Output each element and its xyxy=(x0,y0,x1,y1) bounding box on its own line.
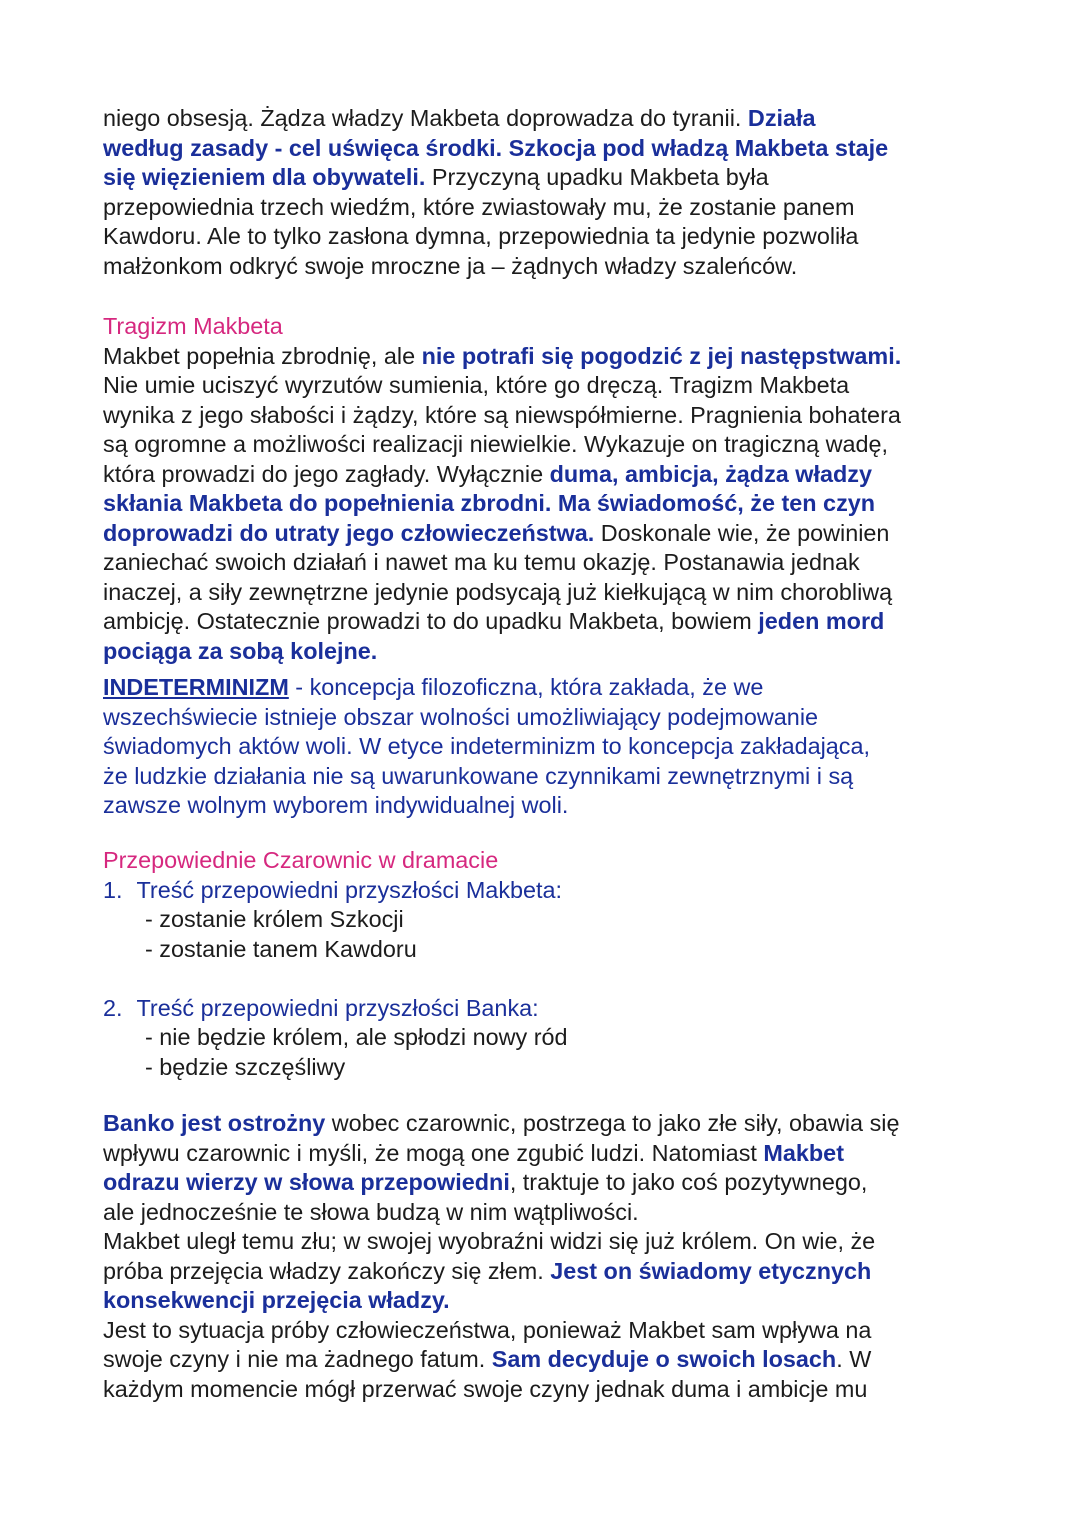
outro-paragraph xyxy=(103,1109,1003,1404)
text-run: Makbet popełnia zbrodnię, ale xyxy=(103,342,422,369)
text-run: która prowadzi do jego zagłady. Wyłącznie xyxy=(103,460,550,487)
text-run: próba przejęcia władzy zakończy się złem. xyxy=(103,1257,551,1284)
przepowiednie-section xyxy=(103,846,1003,1082)
emphasis-text: się więzieniem dla obywateli. xyxy=(103,164,426,190)
text-line: każdym momencie mógł przerwać swoje czyny jednak duma i ambicje mu xyxy=(103,1375,868,1402)
emphasis-text: duma, ambicja, żądza władzy xyxy=(549,460,872,487)
spacer xyxy=(103,964,1003,994)
text-line: inaczej, a siły zewnętrzne jedynie podsycają już kiełkującą w nim chorobliwą xyxy=(103,578,893,605)
list-subitem: - będzie szczęśliwy xyxy=(145,1053,346,1080)
emphasis-text: Działa xyxy=(747,105,816,131)
text-run: niego obsesją. Żądza władzy Makbeta doprowadza do tyranii. xyxy=(103,105,748,131)
text-line xyxy=(103,673,1003,703)
text-line: małżonkom odkryć swoje mroczne ja – żądnych władzy szaleńców. xyxy=(103,252,798,279)
text-line xyxy=(103,519,1003,549)
text-run: wobec czarownic, postrzega to jako złe siły, obawia się xyxy=(325,1110,900,1136)
emphasis-text: nie potrafi się pogodzić z jej następstwami. xyxy=(421,342,902,369)
text-run: Przyczyną upadku Makbeta była xyxy=(425,164,769,190)
text-line: ale jednocześnie te słowa budzą w nim wątpliwości. xyxy=(103,1198,639,1225)
emphasis-text: odrazu wierzy w słowa przepowiedni xyxy=(103,1169,510,1195)
emphasis-text: Banko jest ostrożny xyxy=(103,1110,326,1136)
emphasis-text: Makbet xyxy=(763,1139,844,1166)
text-line xyxy=(103,607,1003,637)
tragizm-section xyxy=(103,312,1003,666)
list-number: 2. xyxy=(103,994,123,1021)
text-line xyxy=(103,342,1003,372)
list-number: 1. xyxy=(103,876,123,903)
definition-text: - koncepcja filozoficzna, która zakłada, że we xyxy=(288,674,764,700)
text-line xyxy=(103,163,1003,193)
emphasis-text: Jest on świadomy etycznych xyxy=(550,1257,872,1284)
definition-line: świadomych aktów woli. W etyce indeterminizm to koncepcja zakładająca, xyxy=(103,733,871,759)
text-line xyxy=(103,1139,1003,1169)
list-item xyxy=(103,876,1003,906)
text-line xyxy=(103,460,1003,490)
list-item-title: Treść przepowiedni przyszłości Banka: xyxy=(136,994,539,1021)
text-line: Makbet uległ temu złu; w swojej wyobraźni widzi się już królem. On wie, że xyxy=(103,1228,876,1254)
text-line: wynika z jego słabości i żądzy, które są niewspółmierne. Pragnienia bohatera xyxy=(103,401,901,428)
text-run: Doskonale wie, że powinien xyxy=(594,519,890,546)
defined-term: INDETERMINIZM xyxy=(103,674,289,700)
text-run: swoje czyny i nie ma żadnego fatum. xyxy=(103,1346,492,1372)
text-line: Nie umie uciszyć wyrzutów sumienia, które go dręczą. Tragizm Makbeta xyxy=(103,372,850,398)
list-item-title: Treść przepowiedni przyszłości Makbeta: xyxy=(136,876,563,903)
indeterminizm-definition xyxy=(103,673,1003,821)
definition-line: wszechświecie istnieje obszar wolności umożliwiający podejmowanie xyxy=(103,703,819,730)
intro-paragraph xyxy=(103,104,1003,281)
text-run: , traktuje to jako coś pozytywnego, xyxy=(509,1169,868,1195)
text-line: są ogromne a możliwości realizacji niewielkie. Wykazuje on tragiczną wadę, xyxy=(103,431,889,457)
list-subitem: - zostanie królem Szkocji xyxy=(145,906,404,932)
list-item xyxy=(103,994,1003,1024)
text-line: Kawdoru. Ale to tylko zasłona dymna, przepowiednia ta jedynie pozwoliła xyxy=(103,223,859,249)
text-line: przepowiednia trzech wiedźm, które zwiastowały mu, że zostanie panem xyxy=(103,193,855,220)
text-line xyxy=(103,1168,1003,1198)
definition-line: że ludzkie działania nie są uwarunkowane czynnikami zewnętrznymi i są xyxy=(103,762,854,789)
text-run: ambicję. Ostatecznie prowadzi to do upadku Makbeta, bowiem xyxy=(103,608,759,634)
section-heading: Przepowiednie Czarownic w dramacie xyxy=(103,847,499,873)
definition-line: zawsze wolnym wyborem indywidualnej woli. xyxy=(103,792,569,818)
emphasis-text: doprowadzi do utraty jego człowieczeństwa. xyxy=(103,519,595,546)
list-subitem: - nie będzie królem, ale spłodzi nowy ród xyxy=(145,1024,568,1050)
emphasis-text: Sam decyduje o swoich losach xyxy=(491,1346,837,1372)
emphasis-line: skłania Makbeta do popełnienia zbrodni. Ma świadomość, że ten czyn xyxy=(103,490,876,516)
text-line xyxy=(103,1345,1003,1375)
emphasis-text: jeden mord xyxy=(758,608,885,634)
text-run: . W xyxy=(836,1346,872,1372)
emphasis-line: według zasady - cel uświęca środki. Szkocja pod władzą Makbeta staje xyxy=(103,134,889,161)
list-subitem: - zostanie tanem Kawdoru xyxy=(145,935,417,962)
text-line xyxy=(103,1109,1003,1139)
text-line: Jest to sytuacja próby człowieczeństwa, ponieważ Makbet sam wpływa na xyxy=(103,1316,872,1343)
text-line xyxy=(103,104,1003,134)
section-heading: Tragizm Makbeta xyxy=(103,313,283,339)
emphasis-line: konsekwencji przejęcia władzy. xyxy=(103,1287,450,1313)
text-line: zaniechać swoich działań i nawet ma ku temu okazję. Postanawia jednak xyxy=(103,549,860,575)
text-line xyxy=(103,1257,1003,1287)
text-run: wpływu czarownic i myśli, że mogą one zgubić ludzi. Natomiast xyxy=(103,1139,764,1166)
emphasis-line: pociąga za sobą kolejne. xyxy=(103,637,378,664)
